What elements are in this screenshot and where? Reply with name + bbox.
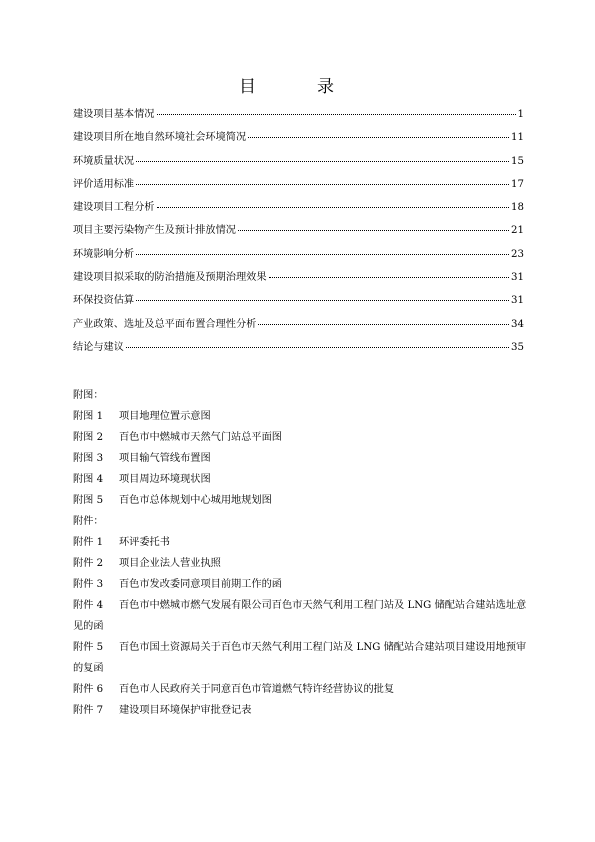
toc-entry[interactable]: [73, 268, 524, 291]
toc-entry[interactable]: [73, 245, 524, 268]
figure-item: [73, 427, 528, 448]
attachment-number: 附件 1: [73, 537, 104, 548]
table-of-contents: [73, 105, 524, 361]
toc-entry-label: 项目主要污染物产生及预计排放情况: [73, 225, 236, 237]
attachment-title: 项目企业法人营业执照: [119, 558, 221, 569]
toc-entry[interactable]: [73, 315, 524, 338]
toc-leader-dots: [126, 347, 509, 348]
figure-item: [73, 448, 528, 469]
attachment-number: 附件 6: [73, 684, 104, 695]
toc-entry[interactable]: [73, 291, 524, 314]
attachment-number: 附件 3: [73, 579, 104, 590]
toc-entry[interactable]: [73, 105, 524, 128]
toc-entry-page: 17: [511, 178, 524, 190]
toc-entry[interactable]: [73, 128, 524, 151]
toc-entry-label: 建设项目所在地自然环境社会环境简况: [73, 132, 247, 144]
figure-number: 附图 4: [73, 474, 104, 485]
toc-entry[interactable]: [73, 338, 524, 361]
toc-entry-label: 环境影响分析: [73, 248, 135, 260]
figure-item: [73, 406, 528, 427]
toc-entry-page: 35: [511, 341, 524, 353]
toc-entry-page: 23: [511, 248, 524, 260]
toc-entry-page: 31: [511, 295, 524, 307]
figure-number: 附图 1: [73, 411, 104, 422]
page-title: 目 录: [239, 77, 356, 97]
toc-leader-dots: [136, 184, 509, 185]
attachment-title: 百色市中燃城市燃气发展有限公司百色市天然气利用工程门站及 LNG 储配站合建站选址意见的函: [73, 600, 527, 632]
toc-entry-label: 环境质量状况: [73, 155, 135, 167]
figure-title: 百色市总体规划中心城用地规划图: [119, 495, 272, 506]
figure-title: 百色市中燃城市天然气门站总平面图: [119, 432, 282, 443]
attachment-item: [73, 700, 528, 721]
figures-heading: 附图：: [73, 390, 104, 401]
toc-entry-page: 18: [511, 202, 524, 214]
toc-entry-label: 建设项目工程分析: [73, 202, 155, 214]
toc-leader-dots: [157, 207, 510, 208]
attachment-number: 附件 4: [73, 600, 104, 611]
attachment-title: 百色市发改委同意项目前期工作的函: [119, 579, 282, 590]
attachments-heading: 附件：: [73, 516, 104, 527]
toc-entry[interactable]: [73, 152, 524, 175]
toc-leader-dots: [157, 114, 516, 115]
attachment-number: 附件 7: [73, 705, 104, 716]
toc-entry-page: 34: [511, 318, 524, 330]
attachment-item: [73, 553, 528, 574]
toc-entry[interactable]: [73, 198, 524, 221]
attachment-item: [73, 532, 528, 553]
toc-leader-dots: [238, 230, 509, 231]
attachment-number: 附件 2: [73, 558, 104, 569]
figure-number: 附图 5: [73, 495, 104, 506]
toc-leader-dots: [258, 324, 509, 325]
toc-entry-label: 建设项目拟采取的防治措施及预期治理效果: [73, 272, 267, 284]
figure-number: 附图 3: [73, 453, 104, 464]
figure-item: [73, 490, 528, 511]
figure-item: [73, 469, 528, 490]
toc-entry-page: 21: [511, 225, 524, 237]
toc-entry-page: 11: [511, 132, 524, 144]
attachment-item: [73, 595, 528, 637]
figure-title: 项目地理位置示意图: [119, 411, 211, 422]
attachment-item: [73, 637, 528, 679]
figure-title: 项目输气管线布置图: [119, 453, 211, 464]
toc-leader-dots: [136, 254, 509, 255]
toc-entry-page: 15: [511, 155, 524, 167]
toc-entry-label: 建设项目基本情况: [73, 109, 155, 120]
attachment-title: 百色市国土资源局关于百色市天然气利用工程门站及 LNG 储配站合建站项目建设用地预审的复函: [73, 642, 527, 674]
toc-leader-dots: [248, 137, 509, 138]
attachment-title: 建设项目环境保护审批登记表: [119, 705, 252, 716]
toc-leader-dots: [136, 300, 509, 301]
toc-entry-page: 31: [511, 272, 524, 284]
toc-entry[interactable]: [73, 221, 524, 244]
attachment-number: 附件 5: [73, 642, 104, 653]
toc-entry[interactable]: [73, 175, 524, 198]
toc-leader-dots: [136, 161, 509, 162]
toc-entry-label: 产业政策、选址及总平面布置合理性分析: [73, 318, 257, 330]
attachment-title: 百色市人民政府关于同意百色市管道燃气特许经营协议的批复: [119, 684, 395, 695]
toc-leader-dots: [269, 277, 509, 278]
toc-entry-label: 环保投资估算: [73, 295, 135, 307]
toc-entry-label: 评价适用标准: [73, 178, 135, 190]
attachment-title: 环评委托书: [119, 537, 170, 548]
toc-entry-page: 1: [517, 109, 524, 120]
attachment-item: [73, 574, 528, 595]
toc-entry-label: 结论与建议: [73, 341, 124, 353]
figure-number: 附图 2: [73, 432, 104, 443]
appendix-list: [73, 385, 528, 721]
attachment-item: [73, 679, 528, 700]
figure-title: 项目周边环境现状图: [119, 474, 211, 485]
